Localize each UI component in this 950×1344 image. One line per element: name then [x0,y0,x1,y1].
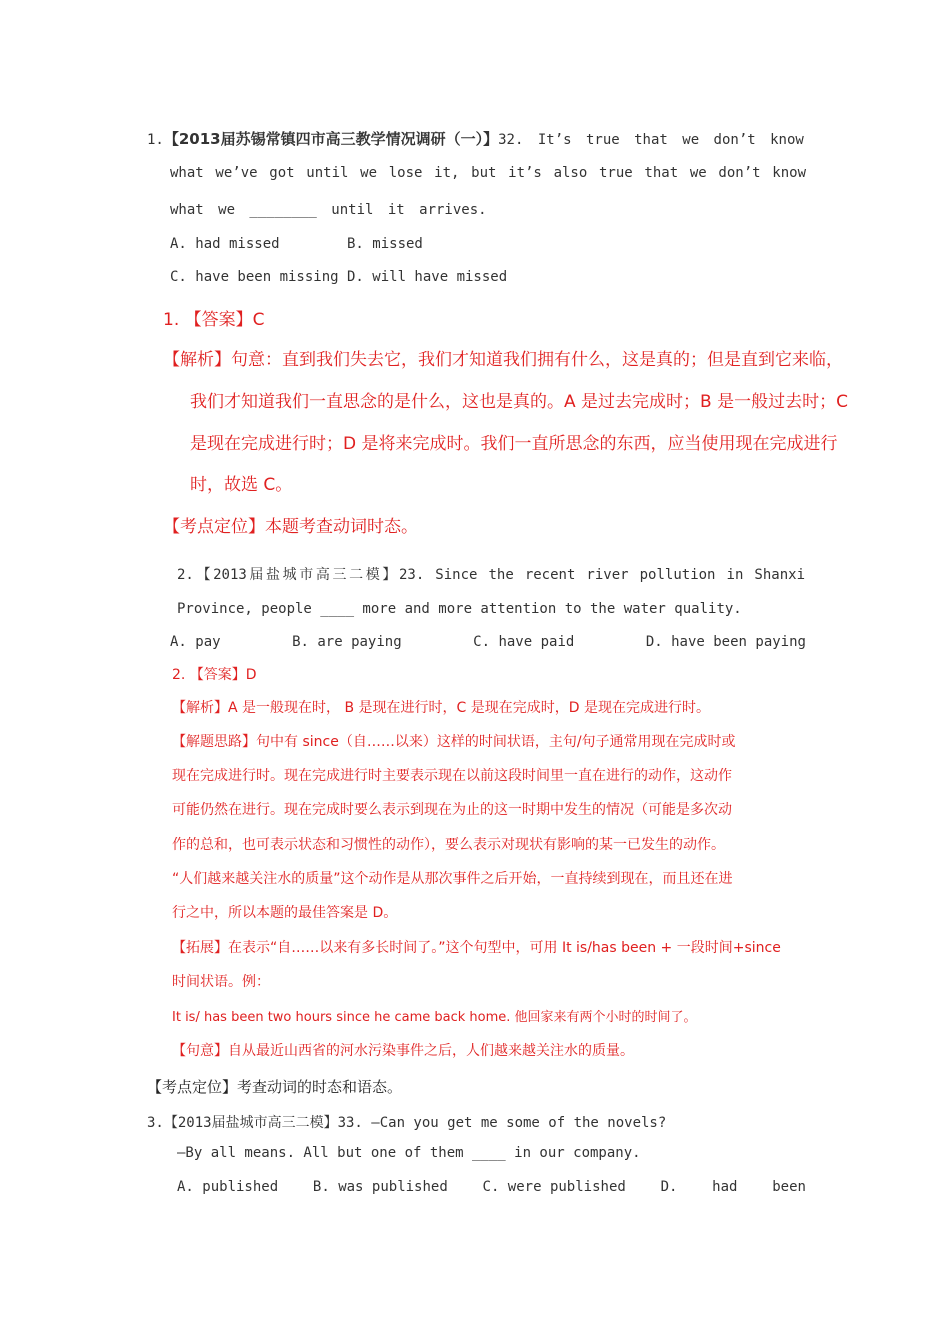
q1-answer: 1. 【答案】C [163,310,265,330]
q2-analysis: 【解析】A 是一般现在时， B 是现在进行时，C 是现在完成时，D 是现在完成进行时。 [172,700,710,716]
q2-stem-line-1: 2.【2013届盐城市高三二模】23. Since the recent river pollution in Shanxi [177,567,805,583]
q3-option-b: B. was published [312,1179,448,1195]
q3-stem-line-2: —By all means. All but one of them ____ in our company. [177,1145,641,1161]
q3-option-d-word-1: had [712,1179,738,1195]
q2-thinking-line-5: “人们越来越关注水的质量”这个动作是从那次事件之后开始，一直持续到现在，而且还在进 [172,871,733,887]
q3-option-c: C. were published [482,1179,626,1195]
q2-option-b: B. are paying [292,634,402,650]
q2-point: 【考点定位】考查动词的时态和语态。 [147,1078,403,1096]
q2-answer: 2. 【答案】D [172,667,257,683]
q2-options [170,634,806,650]
q1-stem-line-1 [147,128,804,149]
q3-option-d-label: D. [660,1179,678,1195]
q1-stem-line-2: what we’ve got until we lose it, but it’s also true that we don’t know [170,165,806,181]
q2-thinking-line-1: 【解题思路】句中有 since（自……以来）这样的时间状语，主句/句子通常用现在完成时或 [172,734,736,750]
q2-example: It is/ has been two hours since he came back home. 他回家来有两个小时的时间了。 [172,1010,697,1025]
q2-option-c: C. have paid [473,634,575,650]
q2-extend-line-1: 【拓展】在表示“自……以来有多长时间了。”这个句型中，可用 It is/has been + 一段时间+since [172,940,781,956]
q1-analysis-line-4: 时，故选 C。 [190,475,293,495]
q1-number: 1. [147,132,164,148]
q2-extend-line-2: 时间状语。例： [172,974,270,990]
q1-stem-line-3: what we ________ until it arrives. [170,202,487,218]
q3-option-d-word-2: been [772,1179,806,1195]
q1-source: 【2013届苏锡常镇四市高三教学情况调研（一）】 [163,130,499,148]
q1-analysis-line-1: 【解析】句意：直到我们失去它，我们才知道我们拥有什么，这是真的；但是直到它来临， [163,350,843,370]
q3-options [177,1179,806,1195]
q2-option-a: A. pay [170,634,221,650]
q2-meaning: 【句意】自从最近山西省的河水污染事件之后，人们越来越关注水的质量。 [172,1043,634,1059]
q2-thinking-line-3: 可能仍然在进行。现在完成时要么表示到现在为止的这一时期中发生的情况（可能是多次动 [172,802,732,818]
q2-stem-line-2: Province, people ____ more and more attention to the water quality. [177,601,742,617]
q2-thinking-line-6: 行之中，所以本题的最佳答案是 D。 [172,905,398,921]
q2-thinking-line-4: 作的总和，也可表示状态和习惯性的动作），要么表示对现状有影响的某一已发生的动作。 [172,837,725,853]
q1-options-cd: C. have been missing D. will have missed [170,269,508,285]
q3-stem-line-1: 3.【2013届盐城市高三二模】33. —Can you get me some of the novels? [147,1115,667,1131]
q1-options-ab: A. had missed B. missed [170,236,423,252]
q2-option-d: D. have been paying [645,634,806,650]
q1-analysis-line-3: 是现在完成进行时；D 是将来完成时。我们一直所思念的东西，应当使用现在完成进行 [190,434,838,454]
q1-stem-text-1: 32. It’s true that we don’t know [498,132,804,148]
q1-analysis-line-2: 我们才知道我们一直思念的是什么，这也是真的。A 是过去完成时；B 是一般过去时；C [190,392,848,412]
q1-point: 【考点定位】本题考查动词时态。 [163,517,418,537]
q3-option-a: A. published [177,1179,279,1195]
q2-thinking-line-2: 现在完成进行时。现在完成进行时主要表示现在以前这段时间里一直在进行的动作，这动作 [172,768,732,784]
